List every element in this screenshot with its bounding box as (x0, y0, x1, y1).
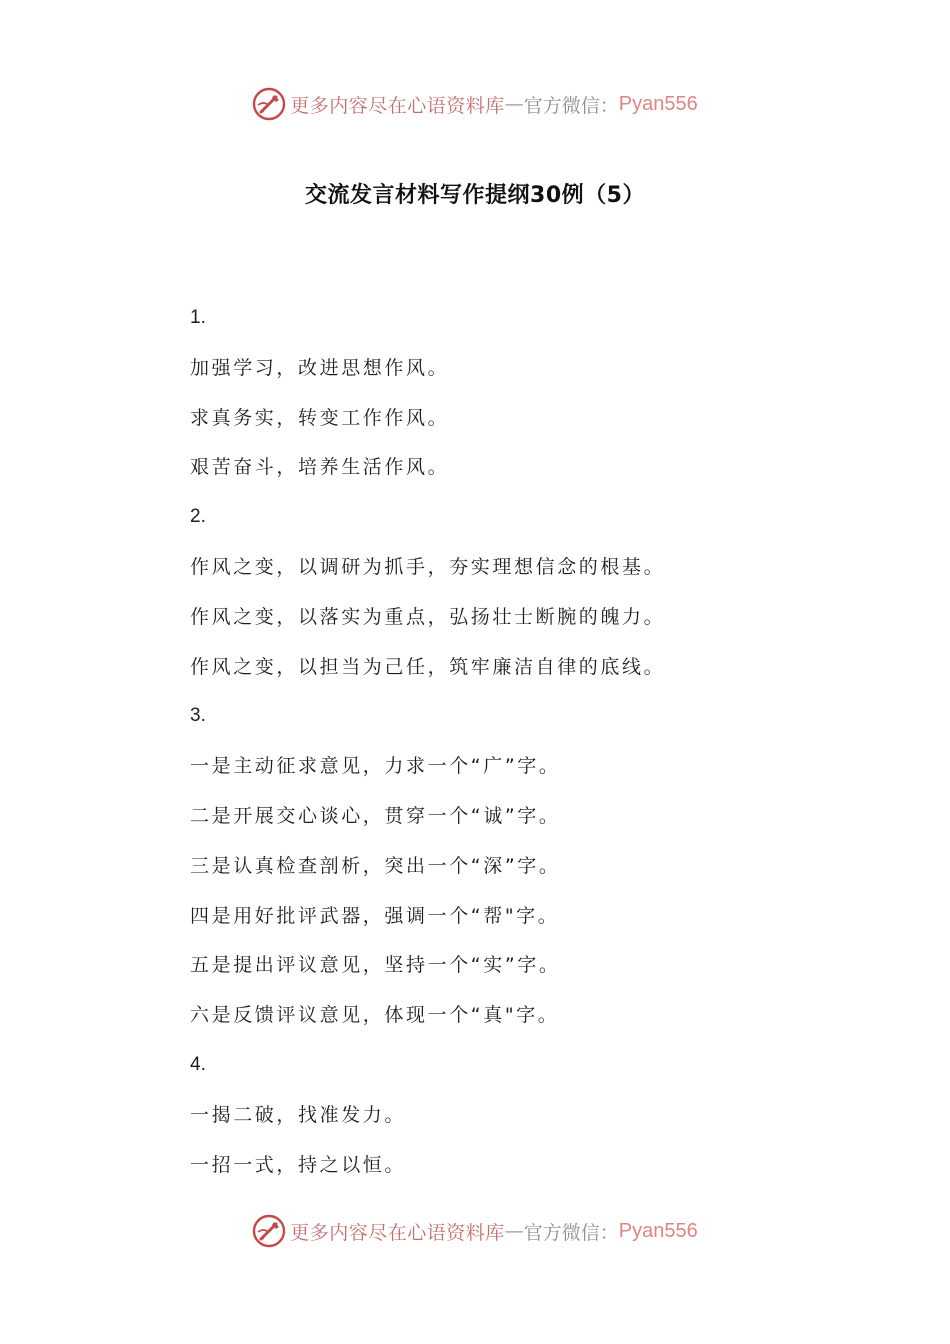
footer-banner (0, 1211, 950, 1251)
outline-line: 作风之变，以担当为己任，筑牢廉洁自律的底线。 (190, 655, 666, 678)
banner-official-label: 官方微信： (523, 1221, 619, 1244)
outline-line: 作风之变，以落实为重点，弘扬壮士断腕的魄力。 (190, 605, 666, 628)
page-title: 交流发言材料写作提纲30例（5） (305, 183, 645, 208)
banner-dash: — (504, 1220, 524, 1242)
section-number: 1. (190, 307, 206, 328)
outline-line: 艰苦奋斗，培养生活作风。 (190, 456, 450, 479)
outline-line: 五是提出评议意见，坚持一个“实”字。 (190, 954, 561, 977)
outline-list (190, 304, 830, 1200)
outline-line: 二是开展交心谈心，贯穿一个“诚”字。 (190, 804, 561, 827)
banner-dash: — (504, 93, 524, 115)
section-number: 3. (190, 705, 206, 727)
pen-logo-icon (252, 1214, 286, 1248)
section-number: 4. (190, 1053, 206, 1075)
outline-line: 四是用好批评武器，强调一个“帮"字。 (190, 904, 560, 927)
outline-line: 一招一式，持之以恒。 (190, 1153, 407, 1176)
outline-line: 加强学习，改进思想作风。 (190, 356, 450, 379)
banner-text: 更多内容尽在心语资料库 (290, 1221, 505, 1244)
banner-official-label: 官方微信： (523, 94, 619, 117)
pen-logo-icon (252, 87, 286, 121)
outline-line: 作风之变，以调研为抓手，夯实理想信念的根基。 (190, 555, 666, 578)
header-banner (0, 84, 950, 124)
outline-line: 一是主动征求意见，力求一个“广”字。 (190, 755, 561, 778)
outline-line: 三是认真检查剖析，突出一个“深”字。 (190, 854, 561, 877)
outline-line: 求真务实，转变工作作风。 (190, 406, 450, 429)
outline-line: 一揭二破，找准发力。 (190, 1103, 407, 1126)
banner-text: 更多内容尽在心语资料库 (290, 94, 505, 117)
banner-wechat-id: Pyan556 (618, 1219, 698, 1242)
section-number: 2. (190, 506, 206, 528)
outline-line: 六是反馈评议意见，体现一个“真"字。 (190, 1004, 560, 1027)
banner-wechat-id: Pyan556 (618, 92, 698, 115)
